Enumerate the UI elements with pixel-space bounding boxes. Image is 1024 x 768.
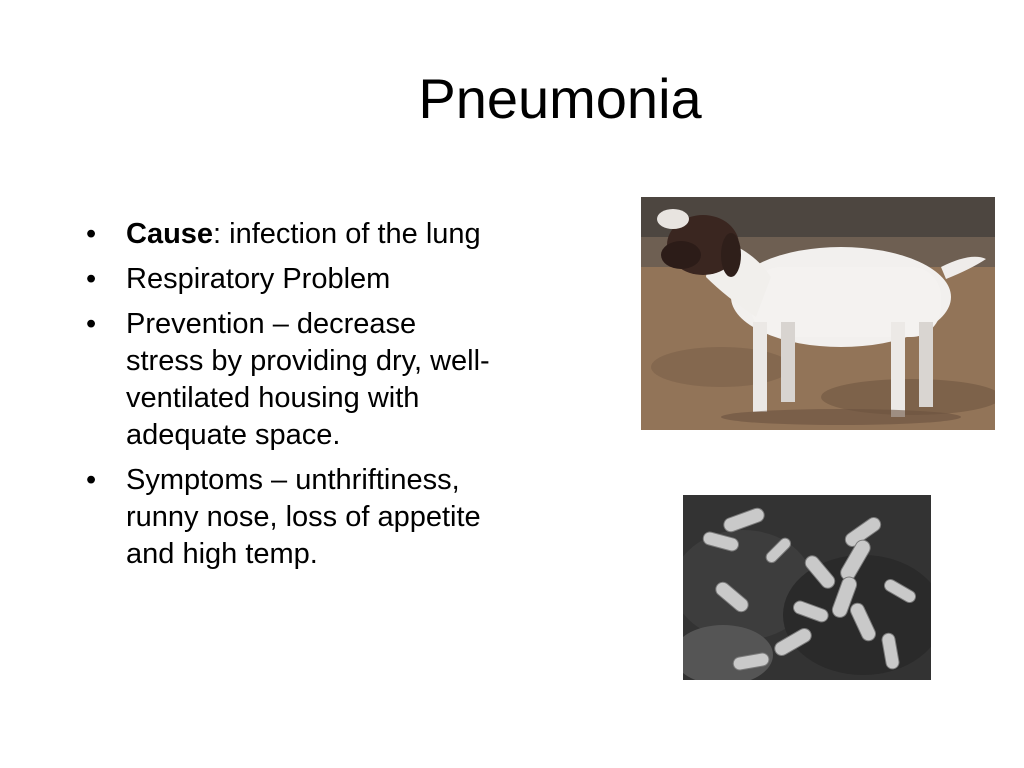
bullet-item-symptoms (80, 462, 500, 573)
goat-photo (641, 197, 995, 430)
bullet-text: Respiratory Problem (126, 263, 391, 295)
bullet-item-prevention (80, 306, 500, 454)
goat-image (641, 197, 995, 430)
bullet-item-respiratory (80, 261, 500, 298)
slide-title: Pneumonia (418, 67, 702, 130)
bullet-text: : infection of the lung (213, 218, 481, 250)
bullet-dot: • (86, 218, 97, 250)
bullet-text: Prevention – decrease stress by providing dry, well-ventilated housing with adequate space. (126, 308, 490, 451)
bullet-dot: • (86, 308, 97, 340)
bacteria-image (683, 495, 931, 680)
bullet-item-cause (80, 216, 500, 253)
bacteria-micrograph (683, 495, 931, 680)
bullet-dot: • (86, 464, 97, 496)
bullet-text: Symptoms – unthriftiness, runny nose, loss of appetite and high temp. (126, 464, 481, 570)
bullet-bold-label: Cause (126, 218, 214, 250)
bullet-list (80, 216, 500, 581)
bullet-dot: • (86, 263, 97, 295)
